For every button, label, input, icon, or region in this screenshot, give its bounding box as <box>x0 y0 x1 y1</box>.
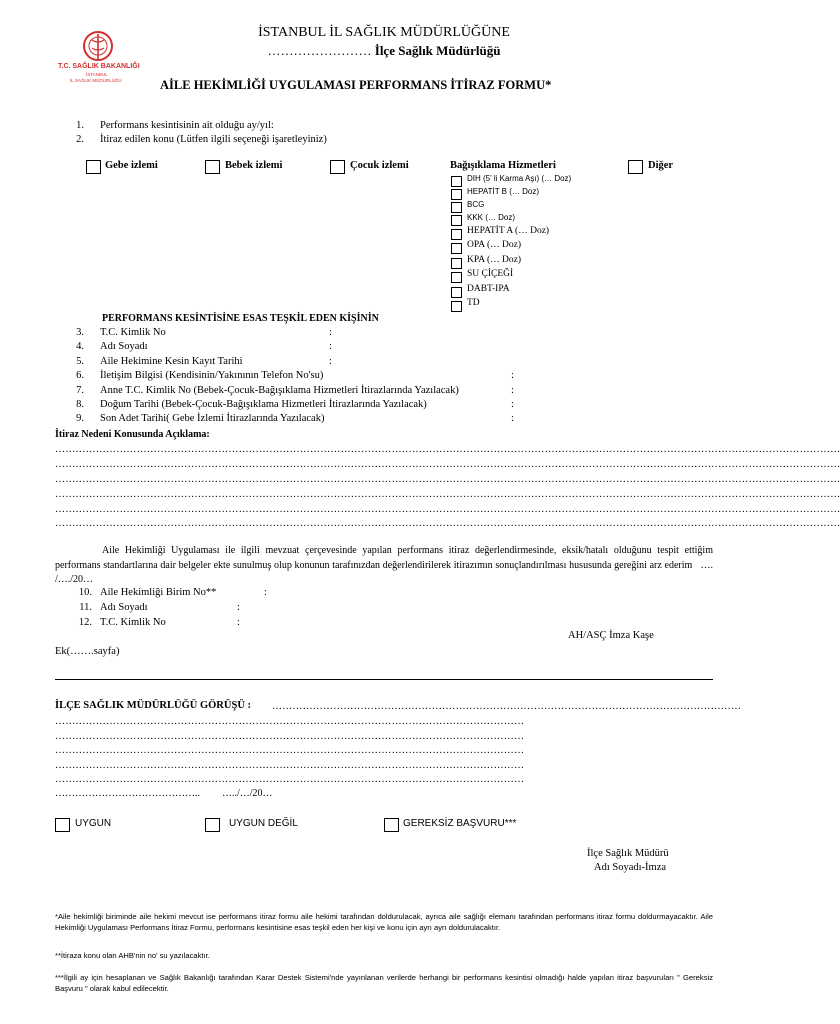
item-colon: : <box>511 370 514 381</box>
uygun-checkbox[interactable] <box>55 818 70 832</box>
footnote-2: **İtiraza konu olan AHB'nin no' su yazılacaktır. <box>55 951 210 960</box>
attachment-label: Ek(…….sayfa) <box>55 646 120 657</box>
vaccine-label: DIH (5' li Karma Aşı) (… Doz) <box>467 174 572 183</box>
opinion-line[interactable]: ………………………………………………………………………………………………………………………… <box>55 716 525 727</box>
vaccine-checkbox[interactable] <box>451 202 462 213</box>
signer-item-colon: : <box>237 602 240 613</box>
vaccine-checkbox[interactable] <box>451 176 462 187</box>
item-colon: : <box>329 356 332 367</box>
opinion-date: …../…/20… <box>222 788 273 799</box>
opinion-date-dots[interactable]: …………………………………….. <box>55 788 200 799</box>
footnote-1: *Aile hekimliği biriminde aile hekimi mevcut ise performans itiraz formu aile hekimi tarafından doldurulacak, ayrıca aile sağlığı elemanı tarafından performans itiraz formu doldurmayacaktır. Aile Hekimliği Uygulaması Performans İtiraz Formu, performans kesintisine esas teşkil eden her kişi ve konu için ayrı ayrı doldurulacaktır. <box>55 912 713 932</box>
vaccine-checkbox[interactable] <box>451 287 462 298</box>
signer-item-label: Aile Hekimliği Birim No** <box>100 587 217 598</box>
opinion-line[interactable]: ………………………………………………………………………………………………………………………… <box>55 731 525 742</box>
declaration-date: …. /…./20… <box>55 559 714 585</box>
signer-item-label: T.C. Kimlik No <box>100 617 166 628</box>
uygun-degil-checkbox[interactable] <box>205 818 220 832</box>
q2-label: İtiraz edilen konu (Lütfen ilgili seçeneği işaretleyiniz) <box>100 134 327 145</box>
gebe-label: Gebe izlemi <box>105 160 158 171</box>
signer-item-label: Adı Soyadı <box>100 602 148 613</box>
signer-item-colon: : <box>237 617 240 628</box>
district-subtitle <box>0 43 768 59</box>
item-number: 9. <box>76 413 84 424</box>
opinion-line-first[interactable]: ………………………………………………………………………………………………………………………… <box>272 701 742 712</box>
logo-line3: İL SAĞLIK MÜDÜRLÜĞÜ <box>70 78 122 83</box>
item-label: Son Adet Tarihi( Gebe İzlemi İtirazlarında Yazılacak) <box>100 413 325 424</box>
vaccine-label: BCG <box>467 200 485 209</box>
uygun-label: UYGUN <box>75 818 112 829</box>
logo-name: T.C. SAĞLIK BAKANLIĞI <box>58 63 140 70</box>
vaccine-label: KPA (… Doz) <box>467 255 522 265</box>
vaccine-checkbox[interactable] <box>451 243 462 254</box>
item-colon: : <box>511 413 514 424</box>
item-label: Anne T.C. Kimlik No (Bebek-Çocuk-Bağışıklama Hizmetleri İtirazlarında Yazılacak) <box>100 385 459 396</box>
item-number: 8. <box>76 399 84 410</box>
section-divider <box>55 679 713 680</box>
item-number: 6. <box>76 370 84 381</box>
explanation-line[interactable]: …………………………………………………………………………………………………………………………………………………………………………………………………………… <box>55 504 840 515</box>
item-label: Adı Soyadı <box>100 341 148 352</box>
vaccine-label: DABT-IPA <box>467 284 510 294</box>
vaccine-checkbox[interactable] <box>451 215 462 226</box>
cocuk-checkbox[interactable] <box>330 160 345 174</box>
explanation-line[interactable]: …………………………………………………………………………………………………………………………………………………………………………………………………………… <box>55 489 840 500</box>
item-colon: : <box>511 399 514 410</box>
vaccine-label: KKK (… Doz) <box>467 213 516 222</box>
vaccine-checkbox[interactable] <box>451 229 462 240</box>
signer-item-number: 12. <box>78 617 92 628</box>
vaccine-checkbox[interactable] <box>451 301 462 312</box>
opinion-line[interactable]: ………………………………………………………………………………………………………………………… <box>55 760 525 771</box>
vaccine-label: OPA (… Doz) <box>467 240 522 250</box>
item-label: Aile Hekimine Kesin Kayıt Tarihi <box>100 356 243 367</box>
gereksiz-checkbox[interactable] <box>384 818 399 832</box>
item-label: İletişim Bilgisi (Kendisinin/Yakınının Telefon No'su) <box>100 370 324 381</box>
declaration-text: Aile Hekimliği Uygulaması ile ilgili mevzuat çerçevesinde yapılan performans itiraz değerlendirmesinde, eksik/hatalı olduğunu tespit ettiğim performans standartlarına dair belgeler ekte sunulmuş olup konunun tarafınızdan değerlendirilerek itirazımın sonuçlandırılması hususunda gereğini arz ederim <box>55 545 713 571</box>
logo-line2: İSTANBUL <box>86 72 108 77</box>
explanation-line[interactable]: …………………………………………………………………………………………………………………………………………………………………………………………………………… <box>55 474 840 485</box>
vaccine-label: HEPATİT B (… Doz) <box>467 187 540 196</box>
vaccine-label: TD <box>467 298 480 308</box>
diger-label: Diğer <box>648 160 674 171</box>
item-colon: : <box>329 341 332 352</box>
opinion-line[interactable]: ………………………………………………………………………………………………………………………… <box>55 774 525 785</box>
item-label: T.C. Kimlik No <box>100 327 166 338</box>
vaccine-checkbox[interactable] <box>451 258 462 269</box>
explanation-line[interactable]: …………………………………………………………………………………………………………………………………………………………………………………………………………… <box>55 459 840 470</box>
vaccine-checkbox[interactable] <box>451 272 462 283</box>
district-opinion-heading <box>55 700 251 711</box>
q1-number: 1. <box>76 120 84 131</box>
item-colon: : <box>511 385 514 396</box>
explanation-line[interactable]: …………………………………………………………………………………………………………………………………………………………………………………………………………… <box>55 518 840 529</box>
form-title: AİLE HEKİMLİĞİ UYGULAMASI PERFORMANS İTİRAZ FORMU* <box>160 78 552 92</box>
director-name-sign: Adı Soyadı-İmza <box>594 862 667 873</box>
signer-item-colon: : <box>264 587 267 598</box>
vaccine-checkbox[interactable] <box>451 189 462 200</box>
director-title: İlçe Sağlık Müdürü <box>587 848 669 859</box>
explanation-heading: İtiraz Nedeni Konusunda Açıklama: <box>55 429 210 440</box>
item-colon: : <box>329 327 332 338</box>
item-label: Doğum Tarihi (Bebek-Çocuk-Bağışıklama Hizmetleri İtirazlarında Yazılacak) <box>100 399 427 410</box>
gereksiz-label: GEREKSİZ BAŞVURU*** <box>403 818 517 829</box>
explanation-line[interactable]: …………………………………………………………………………………………………………………………………………………………………………………………………………… <box>55 444 840 455</box>
item-number: 3. <box>76 327 84 338</box>
page-title: İSTANBUL İL SAĞLIK MÜDÜRLÜĞÜNE <box>258 25 510 40</box>
bebek-checkbox[interactable] <box>205 160 220 174</box>
q1-label: Performans kesintisinin ait olduğu ay/yıl: <box>100 120 274 131</box>
vaccine-label: HEPATİT A (… Doz) <box>467 226 550 236</box>
diger-checkbox[interactable] <box>628 160 643 174</box>
item-number: 5. <box>76 356 84 367</box>
signature-label: AH/ASÇ İmza Kaşe <box>568 630 654 641</box>
gebe-checkbox[interactable] <box>86 160 101 174</box>
cocuk-label: Çocuk izlemi <box>350 160 409 171</box>
uygun-degil-label: UYGUN DEĞİL <box>229 818 298 829</box>
opinion-line[interactable]: ………………………………………………………………………………………………………………………… <box>55 745 525 756</box>
district-subtitle-text: İlçe Sağlık Müdürlüğü <box>374 43 501 58</box>
district-subtitle-dots: …………………… <box>267 43 372 58</box>
bebek-label: Bebek izlemi <box>225 160 283 171</box>
vaccine-label: SU ÇİÇEĞİ <box>467 269 514 279</box>
item-number: 7. <box>76 385 84 396</box>
item-number: 4. <box>76 341 84 352</box>
footnote-3: ***İlgili ay için hesaplanan ve Sağlık Bakanlığı tarafından Karar Destek Sistemi'nde yayınlanan verilerde herhangi bir performans kesintisi olmadığı halde yapılan itiraz başvuruları " Gereksiz Başvuru " olarak kabul edilecektir. <box>55 973 713 993</box>
immunization-heading: Bağışıklama Hizmetleri <box>450 160 556 171</box>
person-section-heading: PERFORMANS KESİNTİSİNE ESAS TEŞKİL EDEN KİŞİNİN <box>102 313 379 324</box>
declaration-paragraph <box>55 544 713 588</box>
signer-item-number: 11. <box>79 602 92 613</box>
q2-number: 2. <box>76 134 84 145</box>
signer-item-number: 10. <box>78 587 92 598</box>
district-opinion-heading-text: İLÇE SAĞLIK MÜDÜRLÜĞÜ GÖRÜŞÜ : <box>55 700 252 711</box>
